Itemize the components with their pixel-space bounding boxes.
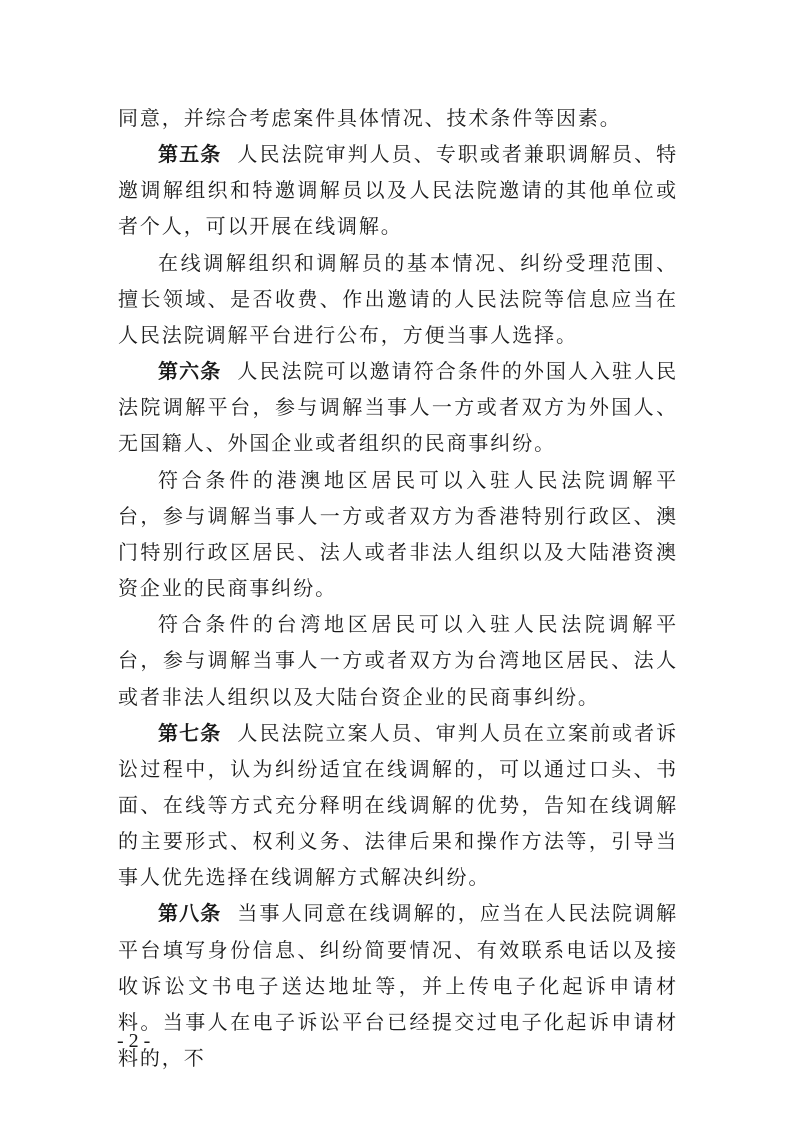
paragraph-6	[118, 606, 678, 714]
article-heading: 第六条	[158, 359, 222, 384]
paragraph-text: 当事人同意在线调解的，应当在人民法院调解平台填写身份信息、纠纷简要情况、有效联系电话以及接收诉讼文书电子送达地址等，并上传电子化起诉申请材料。当事人在电子诉讼平台已经提交过电子化起诉申请材料的，不	[118, 901, 679, 1071]
article-6	[118, 353, 678, 461]
article-7	[118, 715, 678, 896]
paragraph-3	[118, 245, 678, 353]
paragraph-1	[118, 100, 678, 136]
page-number: - 2 -	[117, 1030, 151, 1052]
paragraph-text: 人民法院立案人员、审判人员在立案前或者诉讼过程中，认为纠纷适宜在线调解的，可以通过口头、书面、在线等方式充分释明在线调解的优势，告知在线调解的主要形式、权利义务、法律后果和操作方法等，引导当事人优先选择在线调解方式解决纠纷。	[118, 720, 679, 890]
paragraph-text: 同意，并综合考虑案件具体情况、技术条件等因素。	[118, 106, 622, 130]
paragraph-text: 人民法院可以邀请符合条件的外国人入驻人民法院调解平台，参与调解当事人一方或者双方为外国人、无国籍人、外国企业或者组织的民商事纠纷。	[118, 359, 679, 456]
paragraph-text: 符合条件的台湾地区居民可以入驻人民法院调解平台，参与调解当事人一方或者双方为台湾地区居民、法人或者非法人组织以及大陆台资企业的民商事纠纷。	[118, 612, 678, 709]
paragraph-text: 符合条件的港澳地区居民可以入驻人民法院调解平台，参与调解当事人一方或者双方为香港特别行政区、澳门特别行政区居民、法人或者非法人组织以及大陆港资澳资企业的民商事纠纷。	[118, 467, 678, 601]
paragraph-text: 人民法院审判人员、专职或者兼职调解员、特邀调解组织和特邀调解员以及人民法院邀请的其他单位或者个人，可以开展在线调解。	[118, 142, 679, 239]
article-8	[118, 895, 678, 1076]
document-body	[118, 100, 678, 1076]
paragraph-text: 在线调解组织和调解员的基本情况、纠纷受理范围、擅长领域、是否收费、作出邀请的人民法院等信息应当在人民法院调解平台进行公布，方便当事人选择。	[118, 250, 678, 347]
article-5	[118, 136, 678, 244]
article-heading: 第七条	[158, 720, 222, 745]
article-heading: 第八条	[158, 901, 222, 926]
paragraph-5	[118, 462, 678, 607]
article-heading: 第五条	[158, 142, 222, 167]
